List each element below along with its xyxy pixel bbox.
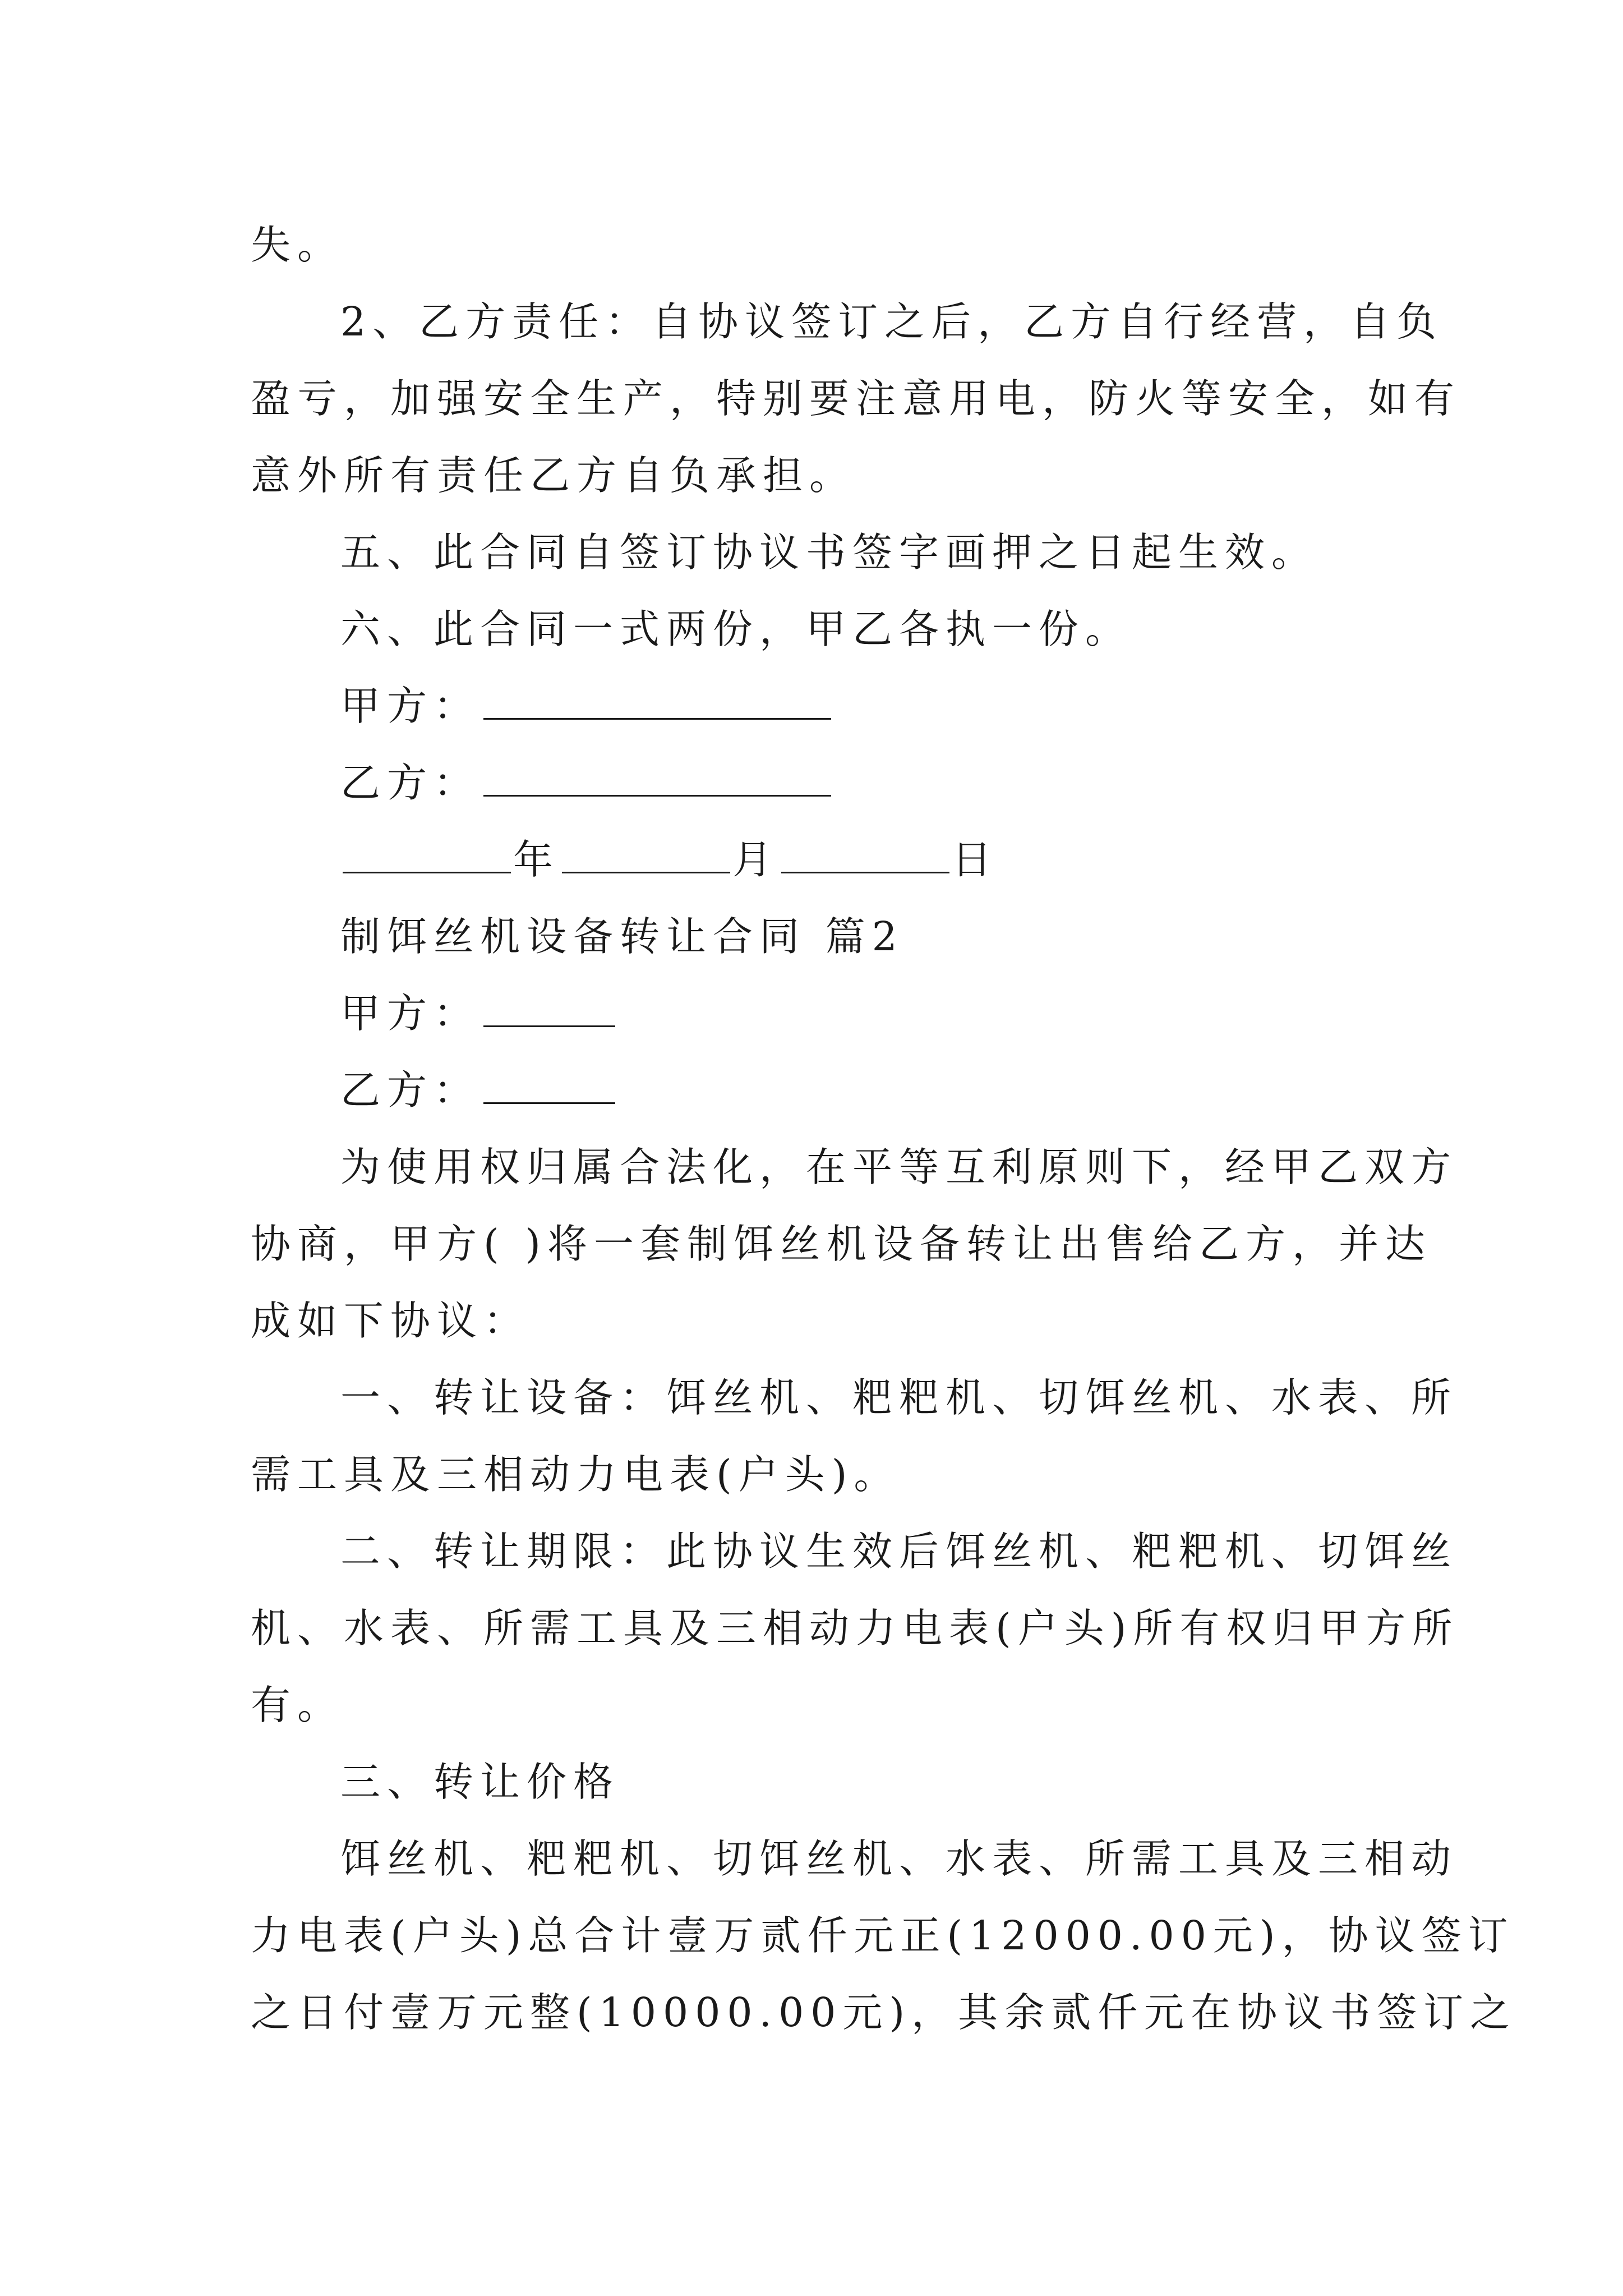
paragraph-line: 一、转让设备：饵丝机、粑粑机、切饵丝机、水表、所	[340, 1374, 1458, 1421]
paragraph-line: 协商，甲方( )将一套制饵丝机设备转让出售给乙方，并达	[251, 1221, 1432, 1267]
party-b-signature-line	[251, 744, 1389, 821]
paragraph-line: 盈亏，加强安全生产，特别要注意用电，防火等安全，如有	[251, 375, 1461, 422]
paragraph-line: 饵丝机、粑粑机、切饵丝机、水表、所需工具及三相动	[340, 1835, 1458, 1882]
date-line	[251, 821, 1389, 898]
paragraph-line: 五、此合同自签订协议书签字画押之日起生效。	[340, 529, 1318, 576]
party-b-line-2	[251, 1052, 1389, 1129]
party-a-blank	[483, 682, 831, 720]
party-b-label: 乙方：	[340, 760, 481, 806]
party-b-blank	[483, 759, 831, 797]
paragraph-line: 为使用权归属合法化，在平等互利原则下，经甲乙双方	[340, 1144, 1458, 1190]
paragraph-line: 成如下协议：	[251, 1297, 531, 1344]
party-b-label: 乙方：	[340, 1067, 481, 1114]
paragraph-line: 之日付壹万元整(10000.00元)，其余贰仟元在协议书签订之	[251, 1989, 1517, 2036]
section-title: 制饵丝机设备转让合同 篇2	[340, 913, 904, 960]
paragraph-line: 六、此合同一式两份，甲乙各执一份。	[340, 606, 1132, 652]
party-a-label: 甲方：	[340, 683, 481, 729]
party-a-blank	[483, 990, 615, 1027]
document-body	[251, 206, 1517, 2051]
paragraph-line: 需工具及三相动力电表(户头)。	[251, 1451, 901, 1498]
year-label: 年	[513, 836, 560, 883]
year-blank	[343, 836, 511, 873]
day-label: 日	[952, 836, 999, 883]
paragraph-line: 意外所有责任乙方自负承担。	[251, 452, 856, 499]
day-blank	[781, 836, 949, 873]
party-a-line-2	[251, 975, 1389, 1052]
paragraph-line: 二、转让期限：此协议生效后饵丝机、粑粑机、切饵丝	[340, 1528, 1458, 1575]
paragraph-line: 三、转让价格	[340, 1759, 620, 1805]
paragraph-line: 力电表(户头)总合计壹万贰仟元正(12000.00元)，协议签订	[251, 1912, 1515, 1959]
party-a-signature-line	[251, 668, 1389, 744]
paragraph-line: 失。	[251, 222, 344, 268]
month-blank	[562, 836, 730, 873]
party-a-label: 甲方：	[340, 990, 481, 1037]
party-b-blank	[483, 1066, 615, 1104]
month-label: 月	[732, 836, 780, 883]
paragraph-line: 有。	[251, 1682, 344, 1728]
paragraph-line: 2、乙方责任：自协议签订之后，乙方自行经营，自负	[340, 298, 1444, 345]
paragraph-line: 机、水表、所需工具及三相动力电表(户头)所有权归甲方所	[251, 1605, 1459, 1651]
